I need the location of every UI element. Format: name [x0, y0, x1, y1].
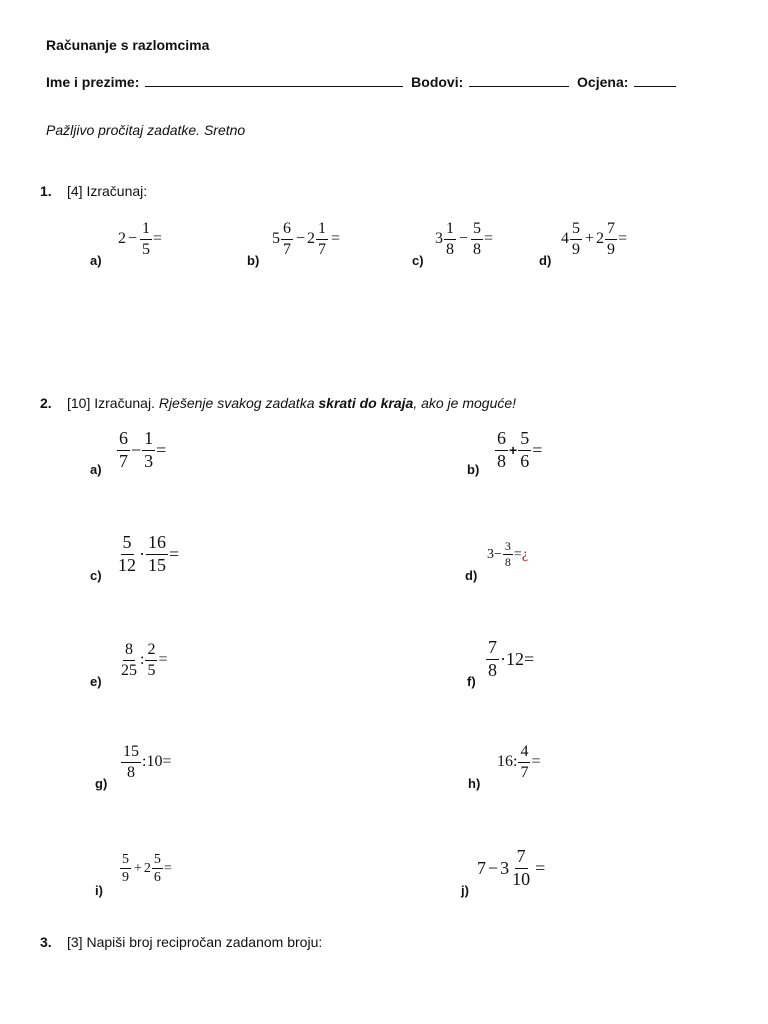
fraction [121, 743, 141, 781]
q2-d-label: d) [465, 568, 478, 583]
fraction [495, 429, 508, 472]
points-blank[interactable] [469, 73, 569, 87]
denominator: 6 [153, 870, 161, 886]
denominator: 8 [127, 763, 135, 781]
q1-a-expression [118, 220, 162, 258]
numerator: 7 [515, 847, 528, 869]
fraction [145, 641, 157, 679]
fraction [140, 220, 152, 258]
question-3 [40, 934, 322, 950]
question-2-text-italic: Rješenje svakog zadatka [158, 395, 315, 411]
q2-a-expression [116, 429, 166, 472]
q1-c-label: c) [412, 253, 424, 268]
denominator: 12 [118, 554, 136, 575]
fraction [146, 533, 168, 576]
equals-sign: = [169, 543, 180, 564]
numerator: 1 [140, 220, 152, 240]
name-label: Ime i prezime: [46, 74, 140, 90]
whole-number: 4 [561, 230, 569, 248]
numerator: 1 [444, 220, 456, 240]
fraction [486, 638, 499, 681]
fraction [281, 220, 293, 258]
q1-b-expression [272, 220, 342, 258]
q1-d-label: d) [539, 253, 552, 268]
question-1-number: 1. [40, 183, 52, 199]
operator: : [142, 753, 147, 771]
numerator: 15 [121, 743, 141, 763]
q1-c-expression [435, 220, 493, 258]
fraction [518, 429, 531, 472]
whole-number: 2 [143, 860, 151, 876]
numerator: 6 [495, 429, 508, 451]
denominator: 7 [283, 240, 291, 258]
equals-sign: = [535, 857, 546, 878]
equals-sign: = [158, 651, 168, 669]
whole-number: 10 [146, 753, 163, 771]
question-2-text-end: , ako je moguće! [413, 395, 517, 411]
denominator: 8 [488, 659, 497, 680]
fraction [605, 220, 617, 258]
instruction-text: Pažljivo pročitaj zadatke. Sretno [46, 122, 246, 138]
denominator: 7 [119, 450, 128, 471]
operator: + [509, 442, 518, 459]
equals-sign: = [156, 439, 167, 460]
numerator: 6 [281, 220, 293, 240]
q2-i-expression [119, 852, 172, 886]
operator: : [513, 753, 518, 771]
q2-j-expression [477, 847, 547, 890]
denominator: 10 [512, 868, 531, 889]
student-info-line [46, 73, 680, 90]
denominator: 9 [607, 240, 616, 258]
grade-label: Ocjena: [577, 74, 629, 90]
numerator: 5 [471, 220, 483, 240]
q2-h-label: h) [468, 776, 481, 791]
numerator: 5 [518, 429, 531, 451]
fraction [510, 847, 532, 890]
numerator: 16 [146, 533, 168, 555]
operator: + [134, 860, 142, 876]
numerator: 7 [486, 638, 499, 660]
q2-f-label: f) [467, 674, 476, 689]
q1-a-label: a) [90, 253, 102, 268]
q2-b-label: b) [467, 462, 480, 477]
fraction [503, 540, 513, 569]
q2-c-expression [115, 533, 179, 576]
fraction [117, 429, 130, 472]
fraction [444, 220, 456, 258]
q2-i-label: i) [95, 883, 103, 898]
equals-sign: = [531, 753, 541, 771]
whole-number: 7 [477, 857, 486, 878]
operator: · [139, 543, 145, 564]
numerator: 2 [145, 641, 157, 661]
denominator: 7 [318, 240, 327, 258]
denominator: 8 [504, 555, 511, 570]
whole-number: 12 [506, 648, 524, 669]
operator: − [128, 230, 138, 248]
numerator: 5 [120, 852, 131, 869]
whole-number: 16 [497, 753, 513, 771]
whole-number: 5 [272, 230, 280, 248]
q2-f-expression [485, 638, 534, 681]
fraction [316, 220, 328, 258]
question-mark: ¿ [521, 546, 529, 562]
denominator: 25 [121, 661, 137, 679]
equals-sign: = [513, 546, 522, 562]
q1-b-label: b) [247, 253, 260, 268]
question-3-text: [3] Napiši broj recipročan zadanom broju: [67, 934, 323, 950]
fraction [471, 220, 483, 258]
q2-e-expression [118, 641, 167, 679]
denominator: 8 [497, 450, 506, 471]
grade-blank[interactable] [634, 73, 676, 87]
equals-sign: = [153, 230, 163, 248]
numerator: 3 [503, 540, 513, 555]
q2-e-label: e) [90, 674, 102, 689]
equals-sign: = [163, 860, 172, 876]
numerator: 1 [316, 220, 328, 240]
operator: − [296, 230, 306, 248]
question-2-number: 2. [40, 395, 52, 411]
points-label: Bodovi: [411, 74, 464, 90]
worksheet-title: Računanje s razlomcima [46, 37, 210, 53]
numerator: 1 [142, 429, 155, 451]
q2-a-label: a) [90, 462, 102, 477]
fraction [119, 641, 139, 679]
denominator: 6 [520, 450, 530, 471]
fraction [152, 852, 163, 886]
operator: − [131, 439, 142, 460]
numerator: 5 [152, 852, 163, 869]
operator: · [500, 648, 506, 669]
fraction [570, 220, 582, 258]
denominator: 9 [572, 240, 580, 258]
numerator: 7 [605, 220, 617, 240]
whole-number: 2 [596, 230, 605, 248]
question-1-text: [4] Izračunaj: [67, 183, 148, 199]
operator: + [585, 230, 595, 248]
denominator: 8 [473, 240, 482, 258]
denominator: 15 [148, 554, 166, 575]
question-2-text-bold: skrati do kraja [318, 395, 414, 411]
numerator: 5 [121, 533, 134, 555]
whole-number: 3 [487, 546, 494, 562]
denominator: 8 [446, 240, 454, 258]
q2-g-label: g) [95, 776, 108, 791]
operator: : [140, 651, 145, 669]
q2-g-expression [120, 743, 171, 781]
equals-sign: = [331, 230, 341, 248]
denominator: 5 [142, 240, 151, 258]
question-1 [40, 183, 147, 199]
fraction [518, 743, 530, 781]
q1-d-expression [561, 220, 627, 258]
fraction [120, 852, 131, 886]
whole-number: 2 [118, 230, 126, 248]
whole-number: 3 [435, 230, 443, 248]
question-2-text: [10] Izračunaj. [67, 395, 155, 411]
question-3-number: 3. [40, 934, 52, 950]
fraction [142, 429, 155, 472]
equals-sign: = [162, 753, 172, 771]
q2-b-expression [494, 429, 542, 472]
numerator: 4 [518, 743, 530, 763]
denominator: 3 [144, 450, 154, 471]
whole-number: 2 [307, 230, 316, 248]
equals-sign: = [484, 230, 494, 248]
operator: − [459, 230, 469, 248]
denominator: 5 [147, 661, 156, 679]
numerator: 8 [123, 641, 135, 661]
fraction [116, 533, 138, 576]
denominator: 7 [520, 763, 529, 781]
denominator: 9 [122, 870, 129, 886]
name-blank[interactable] [145, 73, 403, 87]
q2-d-expression [487, 540, 528, 569]
operator: − [494, 546, 502, 562]
q2-h-expression [497, 743, 540, 781]
equals-sign: = [618, 230, 628, 248]
operator: − [488, 857, 499, 878]
equals-sign: = [524, 648, 535, 669]
numerator: 5 [570, 220, 582, 240]
question-2 [40, 395, 516, 411]
q2-j-label: j) [461, 883, 469, 898]
whole-number: 3 [500, 857, 510, 878]
q2-c-label: c) [90, 568, 102, 583]
numerator: 6 [117, 429, 130, 451]
equals-sign: = [532, 439, 543, 460]
